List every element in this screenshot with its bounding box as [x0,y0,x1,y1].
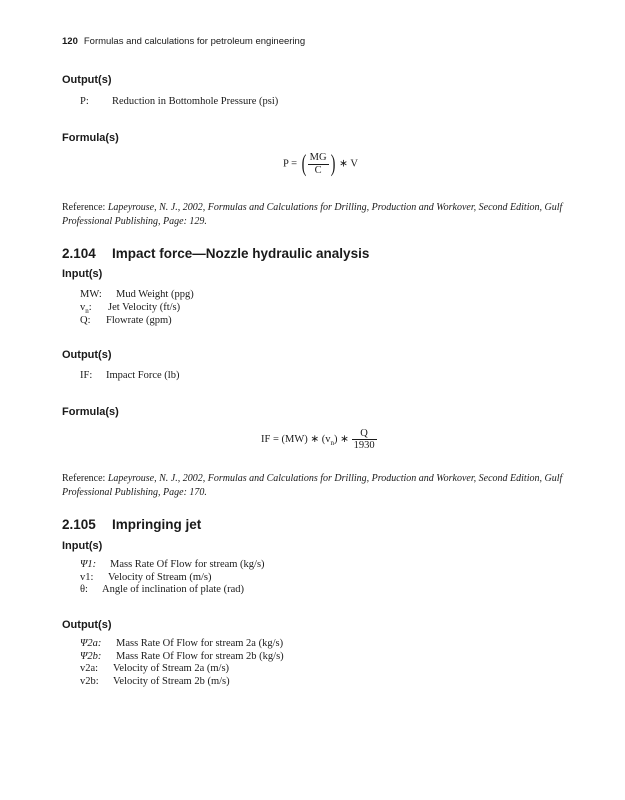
formula-if [261,428,377,451]
input-heading: Input(s) [62,540,103,552]
paren-close: ) [330,151,335,177]
param-key: Ψ1: [80,559,97,570]
input-row [80,584,244,595]
param-key: θ: [80,584,88,595]
fraction-numerator: Q [352,428,377,440]
input-row [80,315,172,326]
reference-title: Formulas and Calculations for Drilling, Production and Workover, Second Edition, Gulf Professional Publishing, Page: 170. [62,473,563,498]
formula-heading: Formula(s) [62,132,119,144]
page-number: 120 [62,36,78,47]
output-row [80,676,230,687]
param-key: $v_n$: [80,302,92,316]
param-desc: Mass Rate Of Flow for stream 2b (kg/s) [116,651,284,662]
fraction-denominator: C [314,164,322,176]
param-desc: Flowrate (gpm) [106,315,172,326]
param-key: Q: [80,315,91,326]
param-key: Ψ2b: [80,651,102,662]
section-title: Impact force—Nozzle hydraulic analysis [112,246,370,261]
input-row [80,302,180,315]
output-heading: Output(s) [62,619,112,631]
formula-tail: ∗ V [339,158,358,170]
output-heading: Output(s) [62,349,112,361]
param-key: v2a: [80,663,99,674]
fraction [352,428,377,451]
reference-author: Lapeyrouse, N. J., 2002, [107,202,208,213]
input-heading: Input(s) [62,268,103,280]
input-row [80,572,212,583]
output-row [80,370,179,381]
param-key: v1: [80,572,94,583]
param-key: v2b: [80,676,99,687]
formula-p [283,152,358,176]
param-desc: Velocity of Stream (m/s) [108,572,212,583]
param-desc: Impact Force (lb) [106,370,180,381]
section-number: 2.105 [62,517,96,532]
param-key: Ψ2a: [80,638,102,649]
param-desc: Jet Velocity (ft/s) [108,302,181,313]
section-number: 2.104 [62,246,96,261]
reference [62,201,567,229]
section-title: Impringing jet [112,517,202,532]
reference-title: Formulas and Calculations for Drilling, Production and Workover, Second Edition, Gulf Professional Publishing, Page: 129. [62,202,563,227]
input-row [80,559,265,570]
output-heading: Output(s) [62,74,112,86]
param-desc: Velocity of Stream 2b (m/s) [113,676,230,687]
param-key: P: [80,96,89,107]
formula-lhs: P = [283,158,297,170]
fraction-numerator: MG [309,152,327,164]
section-title-2-105 [62,517,201,532]
running-header [62,36,305,47]
input-row [80,289,194,300]
formula-heading: Formula(s) [62,406,119,418]
param-desc: Velocity of Stream 2a (m/s) [113,663,230,674]
param-key: MW: [80,289,102,300]
fraction-denominator: 1930 [353,440,375,452]
param-desc: Mud Weight (ppg) [116,289,194,300]
param-desc: Angle of inclination of plate (rad) [102,584,244,595]
reference-author: Lapeyrouse, N. J., 2002, [107,473,208,484]
param-desc: Mass Rate Of Flow for stream 2a (kg/s) [116,638,284,649]
output-row [80,638,283,649]
output-row [80,96,278,107]
param-desc: Mass Rate Of Flow for stream (kg/s) [110,559,265,570]
running-title: Formulas and calculations for petroleum engineering [83,36,306,47]
paren-open: ( [301,151,307,177]
reference-prefix: Reference: [62,202,108,213]
param-key: IF: [80,370,93,381]
formula-lhs: IF = (MW) ∗ $(v_n)$ ∗ [261,433,349,448]
fraction [308,152,329,175]
reference [62,472,567,500]
section-title-2-104 [62,246,369,261]
output-row [80,663,229,674]
reference-prefix: Reference: [62,473,108,484]
output-row [80,651,284,662]
param-desc: Reduction in Bottomhole Pressure (psi) [112,96,279,107]
